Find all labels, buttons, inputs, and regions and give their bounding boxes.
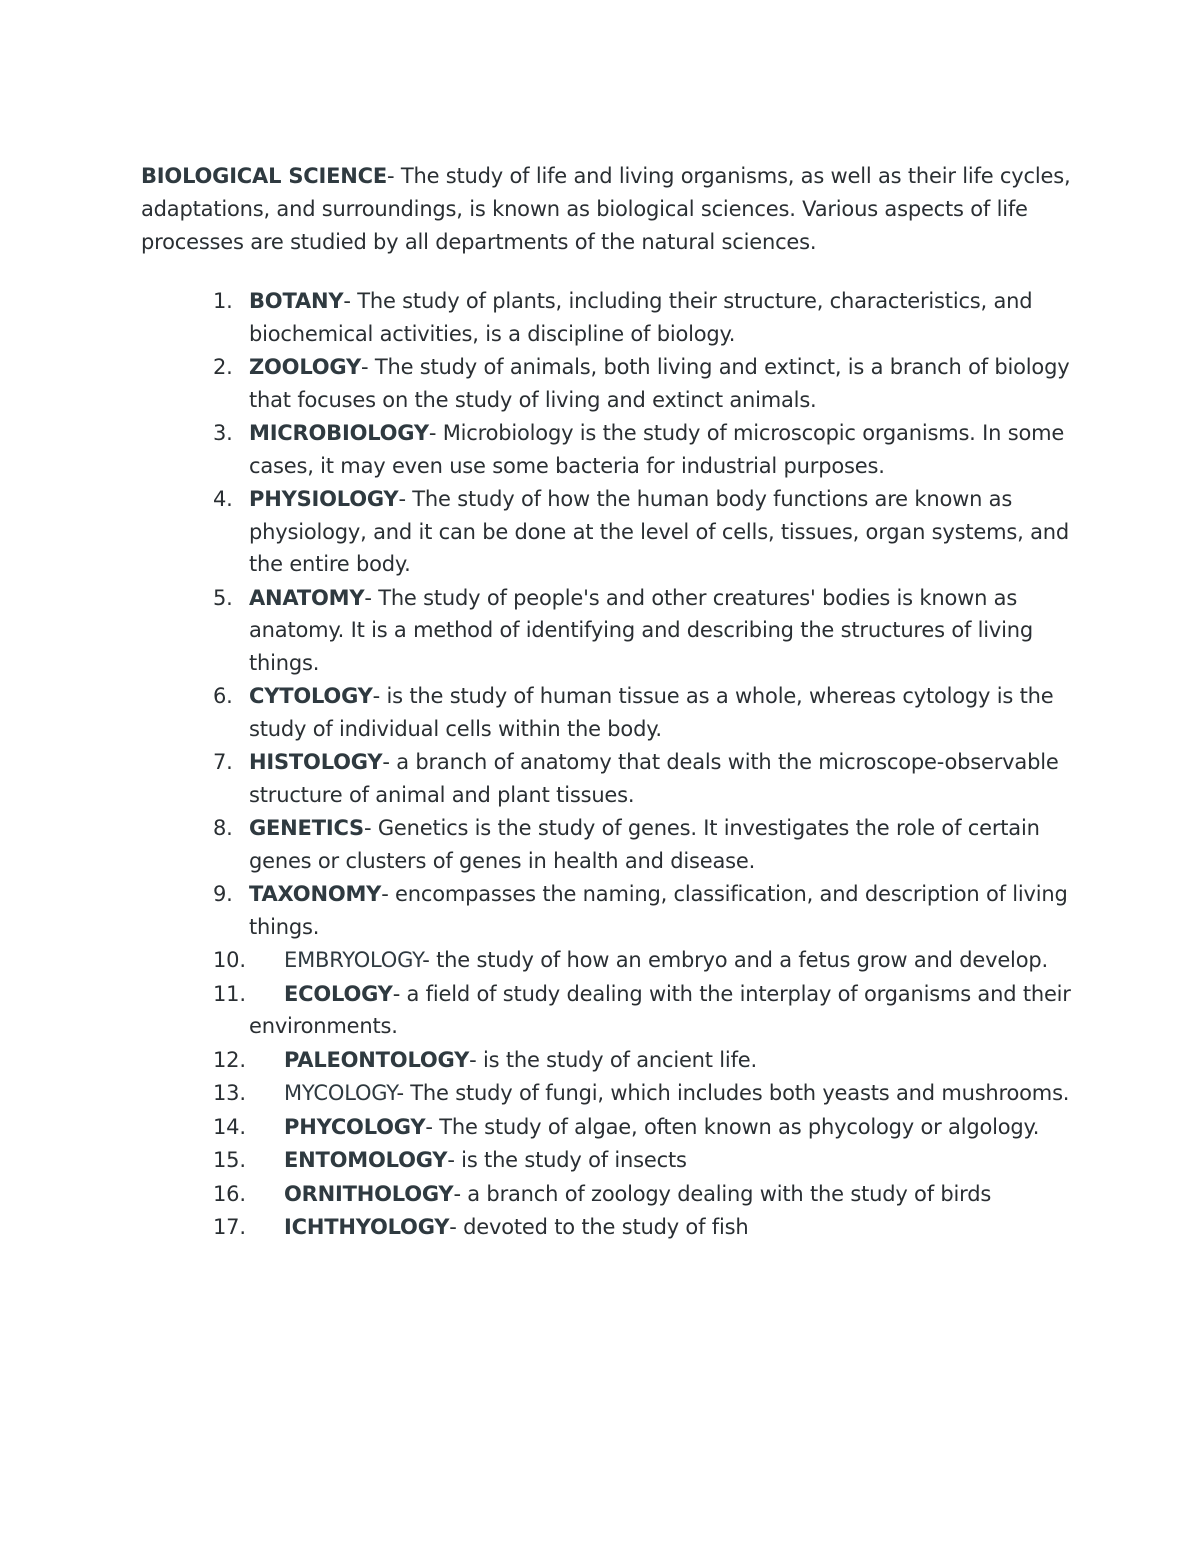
- item-term: MICROBIOLOGY: [249, 421, 429, 445]
- item-text: - is the study of human tissue as a whole, whereas cytology is the study of individual cells within the body.: [249, 684, 1054, 741]
- item-text: - The study of plants, including their structure, characteristics, and biochemical activities, is a discipline of biology.: [249, 289, 1033, 346]
- item-number: 4.: [213, 487, 233, 511]
- item-term: ORNITHOLOGY: [284, 1181, 454, 1206]
- item-number: 1.: [213, 289, 233, 313]
- item-text: - a branch of zoology dealing with the study of birds: [453, 1181, 992, 1206]
- item-term: ICHTHYOLOGY: [284, 1215, 450, 1239]
- item-term: ANATOMY: [249, 585, 365, 610]
- item-number: 3.: [213, 421, 233, 445]
- list-item: [141, 1044, 1071, 1077]
- item-term: CYTOLOGY: [249, 684, 373, 708]
- list-item: [141, 680, 1071, 745]
- item-term: HISTOLOGY: [249, 750, 383, 774]
- item-term: GENETICS: [249, 816, 364, 840]
- item-number: 5.: [213, 585, 233, 610]
- item-term: EMBRYOLOGY: [284, 948, 423, 972]
- list-item: [141, 351, 1071, 416]
- intro-term: BIOLOGICAL SCIENCE: [141, 164, 387, 188]
- item-number: 11.: [213, 981, 246, 1006]
- item-number: 6.: [213, 684, 233, 708]
- item-term: PALEONTOLOGY: [284, 1047, 470, 1072]
- item-term: ZOOLOGY: [249, 355, 361, 379]
- list-item: [141, 1144, 1071, 1177]
- item-number: 10.: [213, 948, 246, 972]
- item-text: - Microbiology is the study of microscopic organisms. In some cases, it may even use some bacteria for industrial purposes.: [249, 421, 1065, 478]
- list-item: [141, 812, 1071, 877]
- item-number: 7.: [213, 750, 233, 774]
- list-item: [141, 1077, 1071, 1110]
- item-number: 13.: [213, 1081, 246, 1105]
- list-item: [141, 417, 1071, 482]
- intro-text: - The study of life and living organisms, as well as their life cycles, adaptations, and surroundings, is known as biological sciences. Various aspects of life processes are studied by all departments of the natural sciences.: [141, 164, 1071, 254]
- item-term: ECOLOGY: [284, 981, 393, 1006]
- item-text: - The study of algae, often known as phycology or algology.: [425, 1114, 1040, 1139]
- item-number: 16.: [213, 1181, 246, 1206]
- item-number: 2.: [213, 355, 233, 379]
- list-item: [141, 944, 1071, 977]
- item-number: 12.: [213, 1047, 246, 1072]
- item-number: 15.: [213, 1148, 246, 1172]
- list-item: [141, 1211, 1071, 1244]
- item-term: PHYSIOLOGY: [249, 487, 399, 511]
- item-number: 9.: [213, 882, 233, 906]
- item-text: - a branch of anatomy that deals with the microscope-observable structure of animal and plant tissues.: [249, 750, 1059, 807]
- item-text: - encompasses the naming, classification, and description of living things.: [249, 882, 1068, 939]
- item-number: 17.: [213, 1215, 246, 1239]
- item-text: - devoted to the study of fish: [449, 1215, 749, 1239]
- list-item: [141, 483, 1071, 581]
- item-text: - The study of fungi, which includes both yeasts and mushrooms.: [396, 1081, 1070, 1105]
- list-item: [141, 1111, 1071, 1144]
- list-item: [141, 746, 1071, 811]
- item-term: BOTANY: [249, 289, 344, 313]
- item-text: - The study of people's and other creatures' bodies is known as anatomy. It is a method of identifying and describing the structures of living things.: [249, 585, 1034, 675]
- list-item: [141, 582, 1071, 680]
- item-text: - The study of how the human body functions are known as physiology, and it can be done at the level of cells, tissues, organ systems, and the entire body.: [249, 487, 1069, 576]
- intro-paragraph: [141, 160, 1071, 259]
- list-item: [141, 1178, 1071, 1211]
- item-text: - Genetics is the study of genes. It investigates the role of certain genes or clusters of genes in health and disease.: [249, 816, 1040, 873]
- item-text: - a field of study dealing with the interplay of organisms and their environments.: [249, 981, 1071, 1038]
- item-text: - is the study of insects: [447, 1148, 687, 1172]
- branches-list: [141, 285, 1071, 1245]
- list-item: [141, 285, 1071, 350]
- list-item: [141, 978, 1071, 1043]
- item-term: ENTOMOLOGY: [284, 1148, 448, 1172]
- item-number: 8.: [213, 816, 233, 840]
- item-term: MYCOLOGY: [284, 1081, 397, 1105]
- item-text: - is the study of ancient life.: [469, 1047, 757, 1072]
- list-item: [141, 878, 1071, 943]
- item-number: 14.: [213, 1114, 246, 1139]
- item-text: - The study of animals, both living and extinct, is a branch of biology that focuses on the study of living and extinct animals.: [249, 355, 1070, 412]
- item-text: - the study of how an embryo and a fetus grow and develop.: [422, 948, 1048, 972]
- item-term: TAXONOMY: [249, 882, 382, 906]
- item-term: PHYCOLOGY: [284, 1114, 426, 1139]
